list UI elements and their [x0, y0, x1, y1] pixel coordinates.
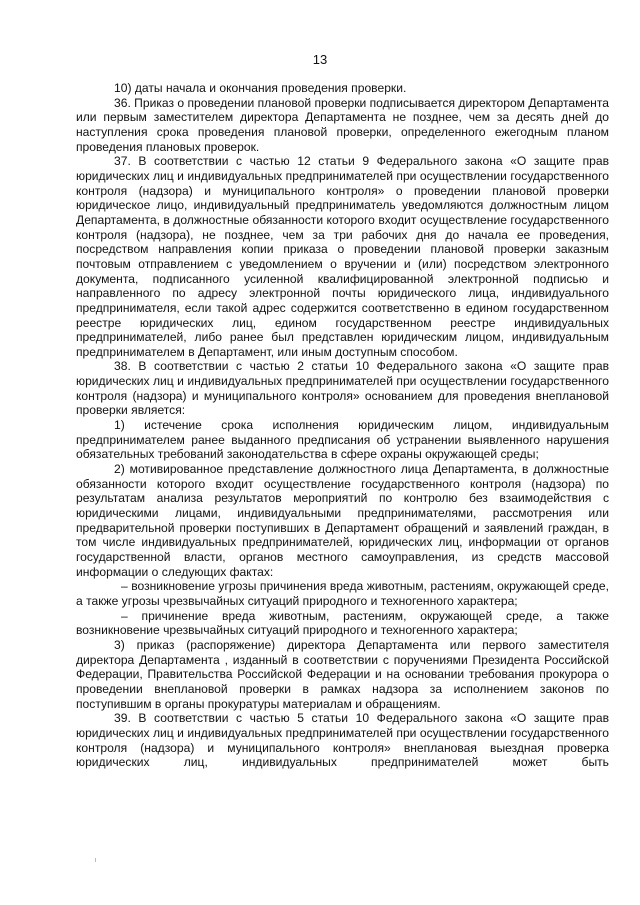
paragraph-38: 38. В соответствии с частью 2 статьи 10 Федерального закона «О защите прав юридических лиц и индивидуальных предпринимателей при осуществлении государственного контроля (надзора) и муниципального контроля» основанием для проведения внеплановой проверки является:	[76, 359, 609, 418]
paragraph-38-dash-2: – причинение вреда животным, растениям, окружающей среде, а также возникновение чрезвычайных ситуаций природного и техногенного характера;	[76, 608, 609, 638]
paragraph-36: 36. Приказ о проведении плановой проверки подписывается директором Департамента или первым заместителем директора Департамента не позднее, чем за десять дней до наступления срока проведения плановой проверки, определенного ежегодным планом проведения плановых проверок.	[76, 95, 609, 154]
scan-artifact-mark	[95, 858, 96, 862]
paragraph-38-dash-1: – возникновение угрозы причинения вреда животным, растениям, окружающей среде, а также угрозы чрезвычайных ситуаций природного и техногенного характера;	[76, 579, 609, 608]
paragraph-38-item-1: 1) истечение срока исполнения юридическим лицом, индивидуальным предпринимателем ранее выданного предписания об устранении выявленного нарушения обязательных требований законодательства в сфере охраны окружающей среды;	[76, 418, 609, 462]
document-body	[76, 81, 609, 770]
page-number: 13	[312, 52, 328, 67]
paragraph-item-10: 10) даты начала и окончания проведения проверки.	[114, 81, 407, 95]
paragraph-38-item-3: 3) приказ (распоряжение) директора Департамента или первого заместителя директора Департамента , изданный в соответствии с поручениями Президента Российской Федерации, Правительства Российской Федерации и на основании требования прокурора о проведении внеплановой проверки в рамках надзора за исполнением законов по поступившим в органы прокуратуры материалам и обращениям.	[76, 637, 609, 711]
paragraph-38-item-2: 2) мотивированное представление должностного лица Департамента, в должностные обязанности которого входит осуществление государственного контроля (надзора) по результатам анализа результатов мероприятий по контролю без взаимодействия с юридическими лицами, индивидуальными предпринимателями, рассмотрения или предварительной проверки поступивших в Департамент обращений и заявлений граждан, в том числе индивидуальных предпринимателей, юридических лиц, информации от органов государственной власти, органов местного самоуправления, из средств массовой информации о следующих фактах:	[76, 462, 609, 579]
paragraph-39: 39. В соответствии с частью 5 статьи 10 Федерального закона «О защите прав юридических лиц и индивидуальных предпринимателей при осуществлении государственного контроля (надзора) и муниципального контроля» внеплановая выездная проверка юридических лиц, индивидуальных предпринимателей может быть	[76, 711, 609, 770]
paragraph-37: 37. В соответствии с частью 12 статьи 9 Федерального закона «О защите прав юридических лиц и индивидуальных предпринимателей при осуществлении государственного контроля (надзора) и муниципального контроля» о проведении плановой проверки юридическое лицо, индивидуальный предприниматель уведомляются должностным лицом Департамента, в должностные обязанности которого входит осуществление государственного контроля (надзора), не позднее, чем за три рабочих дня до начала ее проведения, посредством направления копии приказа о проведении плановой проверки заказным почтовым отправлением с уведомлением о вручении и (или) посредством электронного документа, подписанного усиленной квалифицированной электронной подписью и направленного по адресу электронной почты юридического лица, индивидуального предпринимателя, если такой адрес содержится соответственно в едином государственном реестре юридических лиц, едином государственном реестре индивидуальных предпринимателей, либо ранее был представлен юридическим лицом, индивидуальным предпринимателем в Департамент, или иным доступным способом.	[76, 154, 609, 359]
